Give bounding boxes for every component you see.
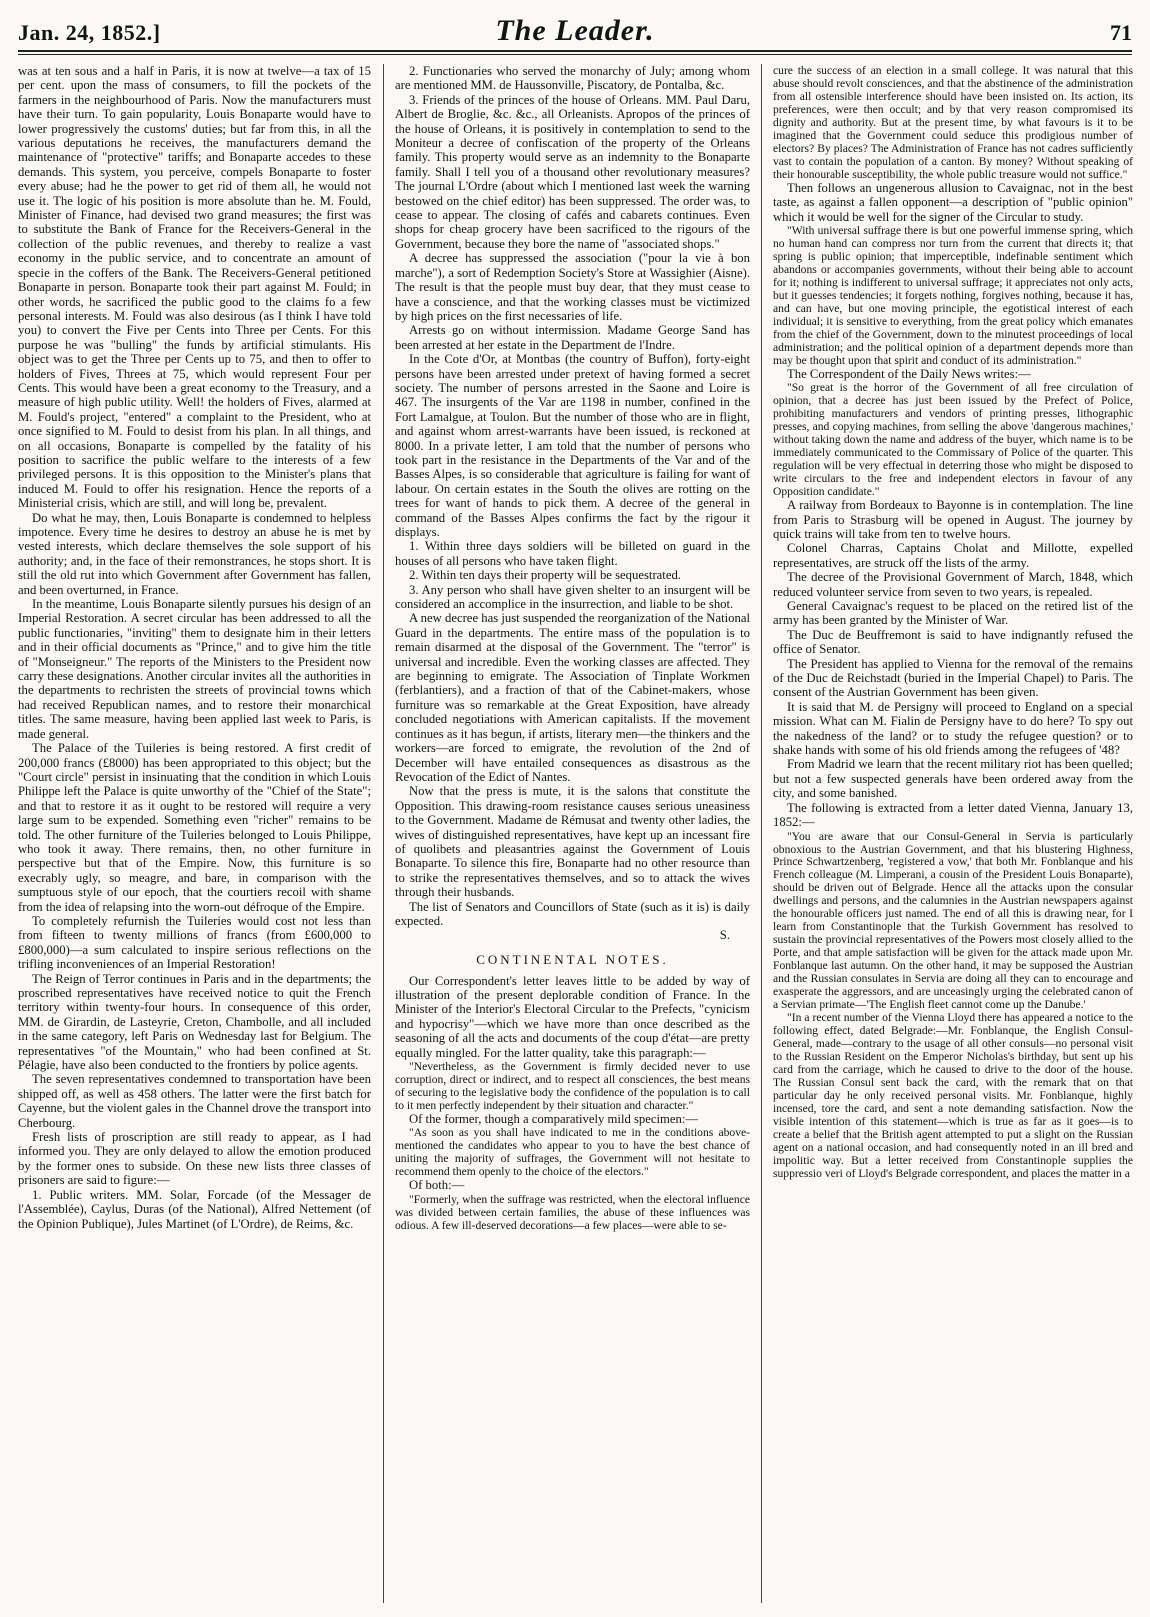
quotation: "Formerly, when the suffrage was restricted, when the electoral influence was divided between certain families, the abuse of these influences was odious. A few ill-deserved decorations—a few places—were able to se- (395, 1192, 750, 1232)
paragraph: From Madrid we learn that the recent military riot has been quelled; but not a few suspected generals have been ordered away from the city, and some banished. (773, 757, 1133, 801)
section-heading: CONTINENTAL NOTES. (476, 951, 669, 967)
masthead-rule-thin (18, 54, 1132, 55)
paragraph: Arrests go on without intermission. Madame George Sand has been arrested at her estate in the Department de l'Indre. (395, 323, 750, 352)
paragraph: 3. Any person who shall have given shelter to an insurgent will be considered an accomplice in the insurrection, and liable to be shot. (395, 582, 750, 612)
quotation: "In a recent number of the Vienna Lloyd there has appeared a notice to the following effect, dated Belgrade:—Mr. Fonblanque, the English Consul-General, made—contrary to the usage of all other consuls—no personal visit to the Russian Resident on the Emperor Nicholas's birthday, but sent up his card from the carriage, which he caused to drive to the door of the house. The Russian Consul sent back the card, with the remark that on that particular day he only received personal visits. Mr. Fonblanque, highly incensed, tore the card, and sent a note demanding satisfaction. Now the visible intention of this statement—which is true as far as it goes—is to create a belief that the British agent attempted to put a slight on the Russian agent on a national occasion, and had consequently noted in an ill bred and impolitic way. But a letter received from Constantinople supplies the suppressio veri of Lloyd's Belgrade correspondent, and places the matter in a (773, 1011, 1133, 1181)
paragraph: was at ten sous and a half in Paris, it is now at twelve—a tax of 15 per cent. upon the mass of consumers, to fill the pockets of the farmers in the neighbourhood of Paris. Now the manufacturers must have their turn. To gain popularity, Louis Bonaparte would have to lower progressively the customs' duties; but far from this, in all the various deputations he receives, the manufacturers demand the maintenance of "protective" tariffs; and Bonaparte accedes to these demands. This system, you perceive, compels Bonaparte to foster every abuse; had he the power to get rid of them all, he would not use it. The logic of his position is more absolute than he. M. Fould, Minister of Finance, had devised two grand measures; the first was to substitute the Bank of France for the Receivers-General in the collection of the public revenues, and thereby to realize a vast economy in the public service, and to concentrate an amount of specie in the coffers of the Bank. The Receivers-General petitioned Bonaparte in person. Bonaparte took their part against M. Fould; in other words, he sacrificed the public good to the claims fo a few personal interests. M. Fould was also desirous (as I think I have told you) to convert the Five per Cents into Three per Cents. For this purpose he was "bulling" the funds by artificial stimulants. His object was to get the Three per Cents up to 75, and then to offer to holders of Fives, Threes at 75, which would represent Four per Cents. This would have been a great economy to the Treasury, and a measure of high public utility. Well! the holders of Fives, alarmed at M. Fould's project, "entered" a complaint to the President, who at once signified to M. Fould to desist from his plan. In all things, and on all occasions, Bonaparte is compelled by the fatality of his position to sacrifice the public welfare to the interests of a few privileged persons. It is this opposition to the Minister's plans that induced M. Fould to offer his resignation. Hence the reports of a Ministerial crisis, which are still, and will long be, prevalent. (18, 64, 371, 511)
paragraph: Do what he may, then, Louis Bonaparte is condemned to helpless impotence. Every time he desires to destroy an abuse he is met by vested interests, which declare themselves the sole support of his authority; and, in the face of their remonstrances, he stops short. It is still the old rut into which Government after Government has fallen, and been overturned, in France. (18, 510, 371, 597)
paragraph: 3. Friends of the princes of the house of Orleans. MM. Paul Daru, Albert de Broglie, &c. &c., all Orleanists. Apropos of the princes of the house of Orleans, it is positively in contemplation to send to the Moniteur a decree of confiscation of the property of the Orleans family. This property would serve as an indemnity to the Bonaparte family. Shall I tell you of a thousand other revolutionary measures? The journal L'Ordre (about which I mentioned last week the warning bestowed on the chief editor) has been suppressed. The order was, to cease to appear. The closing of cafés and cabarets continues. Even shops for cheap grocery have been sacrificed to the rigours of the Government, because they bore the name of "associated shops." (395, 92, 750, 251)
paragraph: The decree of the Provisional Government of March, 1848, which reduced volunteer service from seven to two years, is repealed. (773, 570, 1133, 599)
paragraph: Colonel Charras, Captains Cholat and Millotte, expelled representatives, are struck off the lists of the army. (773, 541, 1133, 570)
newspaper-title: The Leader. (495, 14, 655, 47)
column-3 (773, 64, 1133, 1603)
paragraph: In the meantime, Louis Bonaparte silently pursues his design of an Imperial Restoration. A secret circular has been addressed to all the public functionaries, "inviting" them to designate him in their letters and in their official documents as "Prince," and to give him the title of "Monseigneur." The reports of the Ministers to the President now carry these designations. Another circular invites all the authorities in the departments to rechristen the streets of provincial towns which had received Republican names, and to restore their monarchical titles. The same measure, having been applied last week to Paris, is made general. (18, 597, 371, 741)
paragraph: 1. Within three days soldiers will be billeted on guard in the houses of all persons who have taken flight. (395, 539, 750, 568)
paragraph: The Correspondent of the Daily News writes:— (787, 366, 1031, 381)
issue-date: Jan. 24, 1852.] (18, 20, 161, 45)
page-number: 71 (1110, 20, 1132, 45)
column-divider (761, 64, 762, 1603)
quotation: "Nevertheless, as the Government is firmly decided never to use corruption, direct or indirect, and to respect all consciences, the best means of securing to the legislative body the confidence of the population is to call to it men perfectly independent by their situation and character." (395, 1059, 750, 1112)
paragraph: Then follows an ungenerous allusion to Cavaignac, not in the best taste, as against a fallen opponent—a description of "public opinion" which it would be well for the signer of the Circular to study. (773, 180, 1133, 224)
paragraph: The seven representatives condemned to transportation have been shipped off, as well as 458 others. The latter were the first batch for Cayenne, but the violent gales in the Channel drove the transport into Cherbourg. (18, 1072, 371, 1130)
masthead (18, 14, 1132, 54)
paragraph: Fresh lists of proscription are still ready to appear, as I had informed you. They are only delayed to allow the emotion produced by the former ones to subside. On these new lists three classes of prisoners are said to figure:— (18, 1130, 371, 1188)
paragraph: The President has applied to Vienna for the removal of the remains of the Duc de Reichstadt (buried in the Imperial Chapel) to Paris. The consent of the Austrian Government has been given. (773, 656, 1133, 700)
paragraph: The following is extracted from a letter dated Vienna, January 13, 1852:— (773, 800, 1133, 830)
paragraph: It is said that M. de Persigny will proceed to England on a special mission. What can M. Fialin de Persigny have to do here? To spy out the nakedness of the land? or to study the refugee question? or to shake hands with some of his old friends among the refugees of '48? (773, 699, 1133, 758)
column-2 (395, 64, 750, 1603)
correspondent-signature: S. (719, 928, 730, 943)
paragraph: To completely refurnish the Tuileries would cost not less than from fifteen to twenty millions of francs (from £600,000 to £800,000)—a sum calculated to inspire serious reflections on the trifling inconveniences of an Imperial Restoration! (18, 913, 371, 972)
paragraph: A decree has suppressed the association ("pour la vie à bon marche"), a sort of Redemption Society's Store at Wassighier (Aisne). The result is that the people must buy dear, that they must cease to have a conscience, and that the working classes must be victimized by high prices on the first necessaries of life. (395, 251, 750, 323)
paragraph: The Reign of Terror continues in Paris and in the departments; the proscribed representatives have received notice to quit the French territory within twenty-four hours. In consequence of this order, MM. de Girardin, de Lasteyrie, Creton, Chambolle, and all included in the same category, left Paris on Wednesday last for Belgium. The representatives "of the Mountain," who had been confined at St. Pélagie, have also been conducted to the frontiers by police agents. (18, 971, 371, 1073)
paragraph: Now that the press is mute, it is the salons that constitute the Opposition. This drawing-room resistance causes serious uneasiness to the Government. Madame de Rémusat and twenty other ladies, the wives of distinguished representatives, have kept up an incessant fire of quolibets and pleasantries against the Government of Louis Bonaparte. To silence this fire, Bonaparte had no other resource than to strike the representatives themselves, and so to attack the wives through their husbands. (395, 784, 750, 900)
paragraph: The Duc de Beuffremont is said to have indignantly refused the office of Senator. (773, 627, 1133, 657)
paragraph: The list of Senators and Councillors of State (such as it is) is daily expected. (395, 899, 750, 928)
paragraph: Of the former, though a comparatively mild specimen:— (409, 1111, 699, 1126)
quotation: "So great is the horror of the Government of all free circulation of opinion, that a decree has just been issued by the Prefect of Police, prohibiting manufacturers and vendors of printing presses, lithographic presses, and copying machines, from selling the above 'dangerous machines,' without taking down the name and address of the buyer, which name is to be immediately communicated to the Commissary of Police of the quarter. This regulation will be very effectual in deterring those who might be disposed to write circulars to the free and independent electors in favour of any Opposition candidate." (773, 381, 1133, 499)
column-divider (383, 64, 384, 1603)
quotation: "With universal suffrage there is but one powerful immense spring, which no human hand can compress nor turn from the current that directs it; that spring is public opinion; that imperceptible, indefinable sentiment which abandons or accompanies governments, without their being able to account for it; nothing is indifferent to universal suffrage; it appreciates not only acts, but it guesses tendencies; it forgets nothing, forgives nothing, because it has, and can have, but one moving principle, the egotistical interest of each individual; it is sensitive to everything, from the great policy which emanates from the chief of the Government, down to the minutest proceedings of local administration; and the political opinion of a department depends more than may be thought upon that spirit and conduct of its administration." (773, 224, 1133, 367)
paragraph: A railway from Bordeaux to Bayonne is in contemplation. The line from Paris to Strasburg will be opened in August. The journey by quick trains will take from ten to twelve hours. (773, 498, 1133, 541)
paragraph: 2. Functionaries who served the monarchy of July; among whom are mentioned MM. de Haussonville, Piscatory, de Pontalba, &c. (395, 64, 750, 93)
column-1 (18, 64, 371, 1603)
quotation: "As soon as you shall have indicated to me in the conditions above-mentioned the candidates who appear to you to have the best chance of uniting the majority of suffrages, the Government will not hesitate to recommend them openly to the choice of the electors." (395, 1126, 750, 1179)
masthead-rule (18, 50, 1132, 52)
paragraph: A new decree has just suspended the reorganization of the National Guard in the departments. The entire mass of the population is to remain disarmed at the disposal of the Government. The "terror" is universal and incredible. Even the working classes are affected. They are beginning to emigrate. The Association of Tinplate Workmen (ferblantiers), and a fraction of that of the Cabinet-makers, whose furniture was so remarkable at the Great Exposition, have already concluded negotiations with American capitalists. If the movement continues as it has begun, if artists, literary men—the thinkers and the workers—are forced to emigrate, the revolution of the 2nd of December will have entailed consequences as disastrous as the Revocation of the Edict of Nantes. (395, 611, 750, 784)
quotation: cure the success of an election in a small college. It was natural that this abuse should revolt consciences, and that the abstinence of the administration from all ostensible interference should have been insisted on. Its action, its preferences, were then occult; and by that very reason compromised its dignity and authority. But at the present time, by what favours is it to be imagined that the Government could seduce this prodigious number of electors? By places? The Administration of France has not cadres sufficiently vast to contain the population of a canton. By money? Without speaking of their honourable susceptibility, the whole public treasure would not suffice." (773, 64, 1133, 181)
paragraph: 1. Public writers. MM. Solar, Forcade (of the Messager de l'Assemblée), Caylus, Duras (of the National), Alfred Nettement (of the Opinion Publique), Jules Martinet (of L'Ordre), de Reims, &c. (18, 1187, 371, 1231)
paragraph: The Palace of the Tuileries is being restored. A first credit of 200,000 francs (£8000) has been appropriated to this object; but the "Court circle" persist in insinuating that the condition in which Louis Philippe left the Palace is quite unworthy of the "Chief of the State"; and that to restore it as it ought to be restored will require a very large sum to be expended. Something even "richer" remains to be told. The other furniture of the Tuileries belonged to Louis Philippe, who took it away. There remains, then, no other furniture in perspective but that of the Empire. Now, this furniture is so execrably ugly, so meagre, and bare, in comparison with the sumptuous style of our epoch, that the courtiers recoil with shame from the idea of relapsing into the worn-out défroque of the Empire. (18, 741, 371, 914)
quotation: "You are aware that our Consul-General in Servia is particularly obnoxious to the Austrian Government, and that his blustering Highness, Prince Schwartzenberg, 'registered a vow,' that both Mr. Fonblanque and his French colleague (M. Limperani, a cousin of the President Louis Bonaparte), should be driven out of Belgrade. Hence all the attacks upon the consular dwellings and persons, and the calumnies in the Austrian newspapers against the honourable officers just named. The end of all this is drawing near, for I learn from Constantinople that the Turkish Government has resolved to sustain the provincial representatives of the Powers most closely allied to the Porte, and that ample satisfaction will be given for the attack made upon Mr. Fonblanque last autumn. On the other hand, it may be supposed the Austrian and the Russian consulates in Servia are doing all they can to encourage and exasperate the aggressors, and are unceasingly urging the celebrated canon of a Servian primate—'The English fleet cannot come up the Danube.' (773, 829, 1133, 1012)
paragraph: 2. Within ten days their property will be sequestrated. (409, 568, 681, 583)
paragraph: Our Correspondent's letter leaves little to be added by way of illustration of the present deplorable condition of France. In the Minister of the Interior's Electoral Circular to the Prefects, "cynicism and hypocrisy"—which we have more than once described as the seasoning of all the acts and documents of the coup d'état—are pretty equally mingled. For the latter quality, take this paragraph:— (395, 973, 750, 1060)
paragraph: Of both:— (409, 1178, 465, 1193)
paragraph: In the Cote d'Or, at Montbas (the country of Buffon), forty-eight persons have been arrested under pretext of having formed a secret society. The number of persons arrested in the Saone and Loire is 467. The insurgents of the Var are 1198 in number, confined in the Fort Lamalgue, at Toulon. But the number of those who are in flight, and against whom arrest-warrants have been issued, is reckoned at 8000. In a private letter, I am told that the number of persons who took part in the resistance in the Departments of the Var and of the Basses Alpes, is so considerable that agriculture is failing for want of labour. On certain estates in the South the olives are rotting on the trees for want of hands to pick them. A decree of the general in command of the Basses Alpes confirms the fact by the rigour it displays. (395, 352, 750, 539)
paragraph: General Cavaignac's request to be placed on the retired list of the army has been granted by the Minister of War. (773, 599, 1133, 628)
